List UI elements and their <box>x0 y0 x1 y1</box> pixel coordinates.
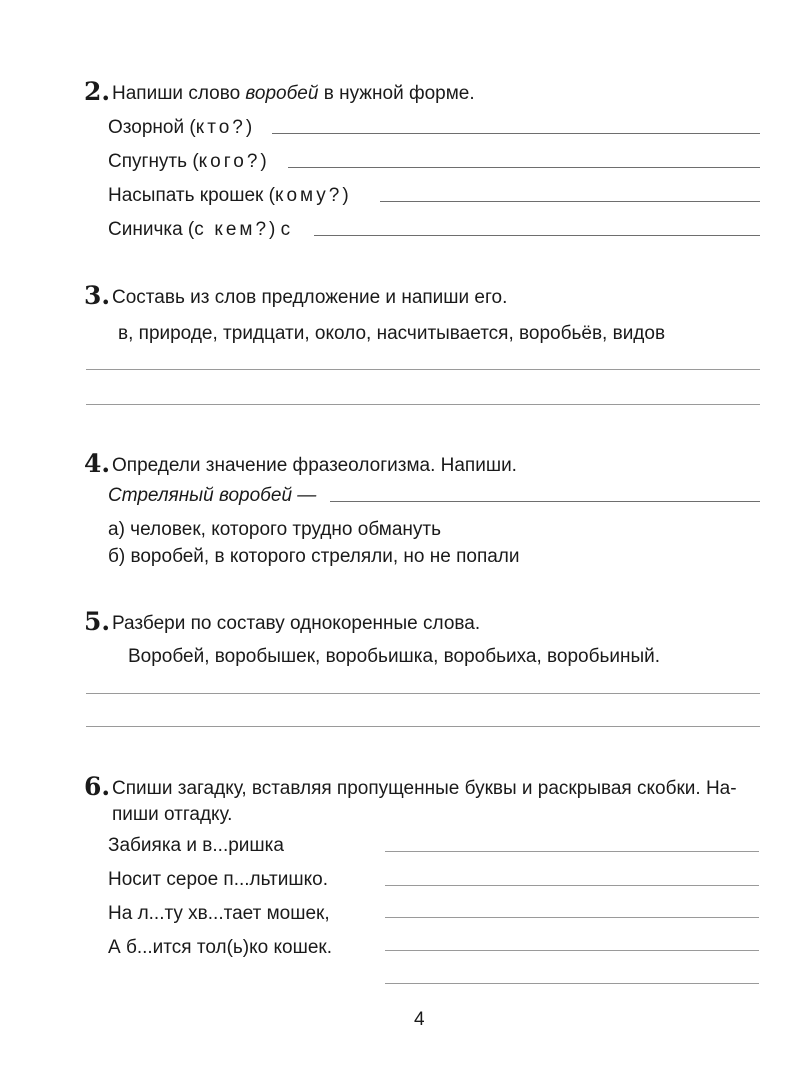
task-2-row-3: Насыпать крошек (кому?) <box>108 185 349 206</box>
task-2-row-4: Синичка (с кем?) с <box>108 219 291 240</box>
answer-line[interactable] <box>385 950 759 951</box>
task-2-instruction: Напиши слово воробей в нужной форме. <box>112 83 475 104</box>
answer-line[interactable] <box>288 167 760 168</box>
task-6-instruction-line-1: Спиши загадку, вставляя пропущенные буквы и раскрывая скобки. На- <box>112 778 737 799</box>
riddle-line-3: На л...ту хв...тает мошек, <box>108 903 330 924</box>
task-5-number: 5. <box>84 607 111 636</box>
task-6-number: 6. <box>84 772 111 801</box>
task-4-option-b: б) воробей, в которого стреляли, но не попали <box>108 546 520 567</box>
answer-line[interactable] <box>86 369 760 370</box>
task-3-instruction: Составь из слов предложение и напиши его. <box>112 287 508 308</box>
task-3-words: в, природе, тридцати, около, насчитывается, воробьёв, видов <box>118 323 666 344</box>
riddle-line-2: Носит серое п...льтишко. <box>108 869 328 890</box>
task-3-number: 3. <box>84 281 111 310</box>
riddle-line-4: А б...ится тол(ь)ко кошек. <box>108 937 332 958</box>
task-4-option-a: а) человек, которого трудно обмануть <box>108 519 442 540</box>
page-number: 4 <box>414 1009 425 1030</box>
task-2-row-2: Спугнуть (кого?) <box>108 151 267 172</box>
answer-line[interactable] <box>330 501 760 502</box>
task-4-instruction: Определи значение фразеологизма. Напиши. <box>112 455 517 476</box>
answer-line[interactable] <box>86 693 760 694</box>
task-6-instruction-line-2: пиши отгадку. <box>112 804 233 825</box>
task-5-instruction: Разбери по составу однокоренные слова. <box>112 613 481 634</box>
answer-line[interactable] <box>86 404 760 405</box>
answer-line[interactable] <box>314 235 760 236</box>
riddle-line-1: Забияка и в...ришка <box>108 835 284 856</box>
answer-line[interactable] <box>385 983 759 984</box>
task-2-row-1: Озорной (кто?) <box>108 117 253 138</box>
answer-line[interactable] <box>380 201 760 202</box>
task-2-number: 2. <box>84 77 111 106</box>
task-5-words: Воробей, воробышек, воробьишка, воробьиха, воробьиный. <box>128 646 661 667</box>
task-4-phrase: Стреляный воробей — <box>108 485 317 506</box>
answer-line[interactable] <box>385 885 759 886</box>
answer-line[interactable] <box>272 133 760 134</box>
task-4-number: 4. <box>84 449 111 478</box>
answer-line[interactable] <box>86 726 760 727</box>
answer-line[interactable] <box>385 917 759 918</box>
answer-line[interactable] <box>385 851 759 852</box>
